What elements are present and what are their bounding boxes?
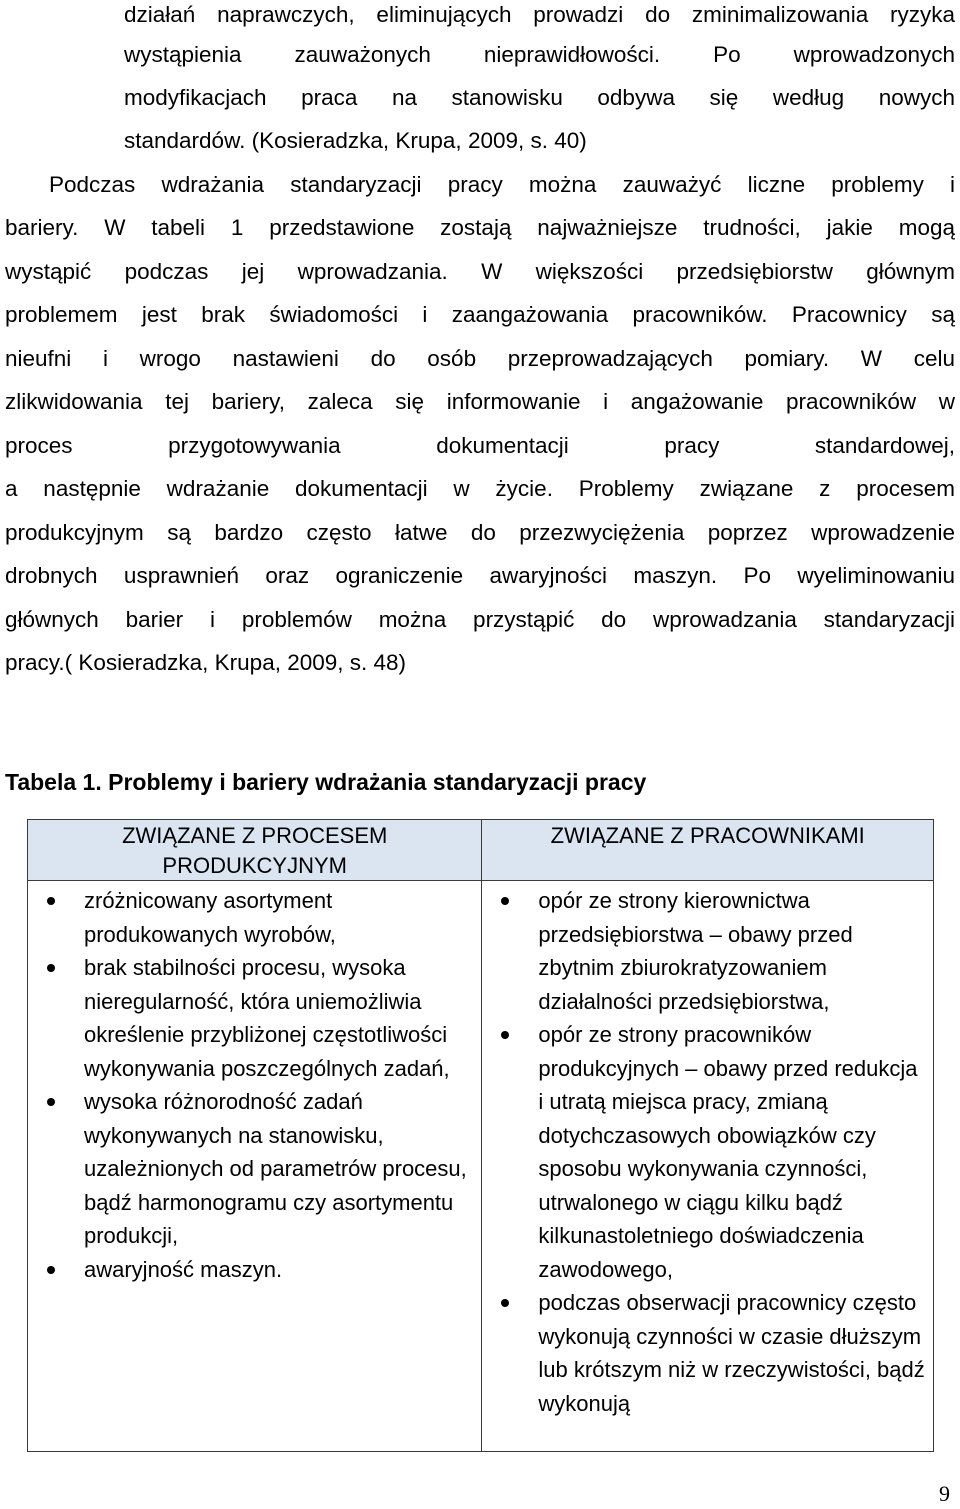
barriers-table	[27, 819, 934, 1452]
paragraph-line: głównych barier i problemów można przystąpić do wprowadzania standaryzacji	[5, 607, 955, 632]
bullet-icon	[47, 1266, 55, 1274]
process-issues-list	[28, 881, 481, 1286]
paragraph-line: standardów. (Kosieradzka, Krupa, 2009, s. 40)	[124, 128, 587, 153]
bullet-icon	[501, 897, 509, 905]
table-caption: Tabela 1. Problemy i bariery wdrażania standaryzacji pracy	[5, 769, 647, 795]
paragraph-line: problemem jest brak świadomości i zaangażowania pracowników. Pracownicy są	[5, 302, 955, 327]
paragraph-line: modyfikacjach praca na stanowisku odbywa się według nowych	[124, 85, 955, 110]
paragraph-line: wystąpić podczas jej wprowadzania. W większości przedsiębiorstw głównym	[5, 259, 955, 284]
worker-issues-list	[482, 881, 933, 1420]
worker-issue-item	[482, 1018, 933, 1286]
bullet-icon	[47, 964, 55, 972]
process-issue-item	[28, 951, 481, 1085]
paragraph-line: zlikwidowania tej bariery, zaleca się informowanie i angażowanie pracowników w	[5, 389, 955, 414]
worker-issue-item	[482, 1286, 933, 1420]
page-number: 9	[939, 1481, 950, 1506]
process-issue-item	[28, 884, 481, 951]
table-cell-workers	[482, 881, 934, 1452]
paragraph-line: Podczas wdrażania standaryzacji pracy można zauważyć liczne problemy i	[49, 172, 955, 197]
paragraph-line: produkcyjnym są bardzo często łatwe do przezwyciężenia poprzez wprowadzenie	[5, 520, 955, 545]
paragraph-line: drobnych usprawnień oraz ograniczenie awaryjności maszyn. Po wyeliminowaniu	[5, 563, 955, 588]
list-item-text: opór ze strony pracowników produkcyjnych – obawy przed redukcja i utratą miejsca pracy, zmianą dotychczasowych obowiązków czy sposobu wykonywania czynności, utrwalonego w ciągu kilku bądź kilkunastoletniego doświadczenia zawodowego,	[538, 1022, 918, 1282]
table-cell-process	[28, 881, 482, 1452]
paragraph-line: wystąpienia zauważonych nieprawidłowości. Po wprowadzonych	[124, 42, 955, 67]
list-item-text: podczas obserwacji pracownicy często wykonują czynności w czasie dłuższym lub krótszym niż w rzeczywistości, bądź wykonują	[538, 1290, 925, 1416]
list-item-text: brak stabilności procesu, wysoka nieregularność, która uniemożliwia określenie przybliżonej częstotliwości wykonywania poszczególnych zadań,	[84, 955, 450, 1081]
paragraph-line: nieufni i wrogo nastawieni do osób przeprowadzających pomiary. W celu	[5, 346, 955, 371]
process-issue-item	[28, 1253, 481, 1287]
worker-issue-item	[482, 884, 933, 1018]
paragraph-line: działań naprawczych, eliminujących prowadzi do zminimalizowania ryzyka	[124, 2, 955, 27]
bullet-icon	[501, 1299, 509, 1307]
paragraph-line: bariery. W tabeli 1 przedstawione zostają najważniejsze trudności, jakie mogą	[5, 215, 955, 240]
paragraph-line: pracy.( Kosieradzka, Krupa, 2009, s. 48)	[5, 650, 407, 675]
process-issue-item	[28, 1085, 481, 1253]
bullet-icon	[47, 897, 55, 905]
bullet-icon	[47, 1098, 55, 1106]
table-header-workers: ZWIĄZANE Z PRACOWNIKAMI	[482, 820, 934, 881]
list-item-text: opór ze strony kierownictwa przedsiębiorstwa – obawy przed zbytnim zbiurokratyzowaniem działalności przedsiębiorstwa,	[538, 888, 853, 1014]
table-header-process: ZWIĄZANE Z PROCESEM PRODUKCYJNYM	[28, 820, 482, 881]
bullet-icon	[501, 1031, 509, 1039]
paragraph-line: a następnie wdrażanie dokumentacji w życie. Problemy związane z procesem	[5, 476, 955, 501]
list-item-text: awaryjność maszyn.	[84, 1256, 283, 1282]
list-item-text: wysoka różnorodność zadań wykonywanych na stanowisku, uzależnionych od parametrów procesu, bądź harmonogramu czy asortymentu produkcji,	[84, 1089, 467, 1248]
paragraph-line: proces przygotowywania dokumentacji pracy standardowej,	[5, 433, 955, 458]
list-item-text: zróżnicowany asortyment produkowanych wyrobów,	[84, 888, 336, 947]
